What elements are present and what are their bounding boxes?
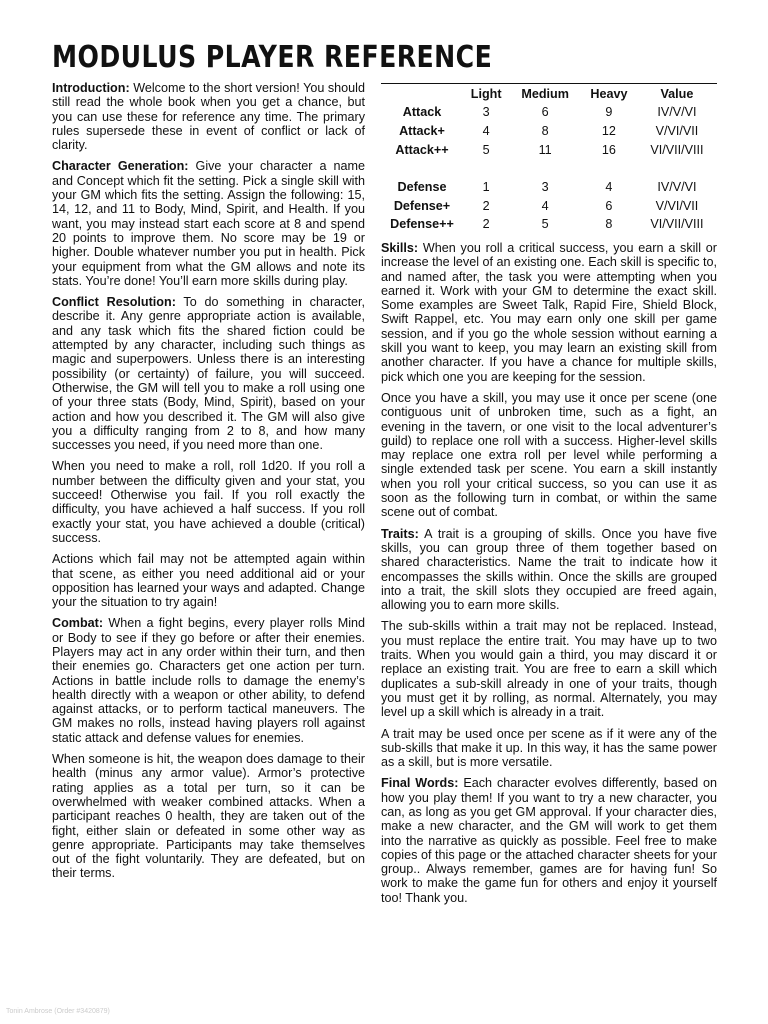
table-cell: 6 — [605, 198, 613, 213]
left-column — [52, 81, 365, 888]
row-label: Attack — [402, 105, 442, 120]
table-cell: VI/VII/VIII — [650, 142, 704, 157]
table-cell: V/VI/VII — [655, 124, 699, 139]
header-cell: Value — [660, 86, 694, 101]
paragraph-introduction: Introduction: Welcome to the short version! You should still read the whole book when you get a chance, but you can use these for reference any time. The primary rules supersede these in event of conflict or lack of clarity. — [52, 81, 365, 153]
stats-header-row — [381, 84, 717, 104]
table-row — [381, 196, 717, 215]
paragraph-failed-actions: Actions which fail may not be attempted again within that scene, as either you need additional aid or your opposition has learned your ways and adapted. Change your the situation to try again! — [52, 552, 365, 610]
paragraph-character-generation: Character Generation: Give your character a name and Concept which fit the setting. Pick a single skill with your GM which fits the setting. Assign the following: 15, 14, 12, and 11 to Body, Mind, Spirit, and Health. If you want, you may instead start each score at 8 and spend 20 points to improve them. No score may be 19 or higher. Double whatever number you put in health. Pick your equipment from what the GM allows and note its stats. You’re done! You’ll earn more skills during play. — [52, 159, 365, 288]
stats-table — [381, 83, 717, 234]
table-row — [381, 141, 717, 160]
table-cell: 3 — [541, 179, 549, 194]
paragraph-traits: Traits: A trait is a grouping of skills. Once you have five skills, you can group three of them together based on shared characteristics. Name the trait to indicate how it encompasses the skills within. Once the skills are grouped into a trait, the skill slots they occupied are freed again, allowing you to earn more skills. — [381, 526, 717, 613]
header-cell — [381, 84, 463, 104]
row-label: Defense+ — [393, 198, 451, 213]
table-cell: 4 — [605, 179, 613, 194]
heading-conflict-resolution: Conflict Resolution: — [52, 295, 176, 310]
row-label: Attack+ — [399, 124, 445, 139]
heading-introduction: Introduction: — [52, 81, 130, 95]
table-cell: 2 — [482, 198, 490, 213]
paragraph-using-skills: Once you have a skill, you may use it once per scene (one contiguous unit of unbroken time, such as a fight, an evening in the tavern, or one visit to the local adventurer’s guild) to replace one roll with a success. Higher-level skills may replace one extra roll per level while performing a single extended task per scene. You earn a skill instantly when you roll your critical success, so you can use it as soon as the following turn in combat, or within the same scene out of combat. — [381, 390, 717, 520]
paragraph-damage: When someone is hit, the weapon does damage to their health (minus any armor value). Armor’s protective rating applies as a total per turn, so it can be overwhelmed with weaker combined attacks. When a participant reaches 0 health, they are taken out of the fight, either slain or defeated in some other way as genre appropriate. Participants may take themselves out of the fight voluntarily. They are defeated, but on their terms. — [52, 752, 365, 881]
heading-combat: Combat: — [52, 616, 104, 631]
table-cell: 16 — [601, 142, 616, 157]
table-cell: V/VI/VII — [655, 198, 699, 213]
table-spacer-row — [381, 159, 717, 177]
paragraph-sub-skills: The sub-skills within a trait may not be replaced. Instead, you must replace the entire trait. You may have up to two traits. When you would gain a third, you may discard it or replace an existing trait. You are free to earn a skill which duplicates a sub-skill already in one of your traits, though you must get it by rolling, as normal. Alternately, you may level up a skill which is already in a trait. — [381, 619, 717, 720]
table-row — [381, 103, 717, 122]
heading-traits: Traits: — [381, 526, 419, 541]
paragraph-final-words: Final Words: Each character evolves differently, based on how you play them! If you want to try a new character, you can, as long as you get GM approval. If your character dies, make a new character, and the GM will work to get them into the narrative as quickly as possible. Feel free to make copies of this page or the attached character sheets for your group.. Always remember, games are for having fun! So work to make the game fun for others and enjoy it yourself too! Thank you. — [381, 776, 718, 905]
table-cell: 6 — [541, 105, 549, 120]
paragraph-conflict-resolution: Conflict Resolution: To do something in character, describe it. Any genre appropriate action is available, and any task which fits the shared fiction could be attempted by any character, including such things as magic and superpowers. Unless there is an interesting possibility (or certainty) of failure, you will succeed. Otherwise, the GM will tell you to make a roll using one of your three stats (Body, Mind, Spirit), based on your action and how you described it. The GM will also give you a difficulty ranging from 2 to 8, and how many successes you need, if you need more than one. — [52, 295, 365, 453]
table-cell: VI/VII/VIII — [650, 217, 704, 232]
row-label: Attack++ — [395, 142, 449, 157]
table-row — [381, 122, 717, 141]
table-cell: 3 — [482, 105, 490, 120]
page-title: MODULUS PLAYER REFERENCE — [52, 40, 493, 75]
table-cell: 12 — [601, 124, 616, 139]
table-cell: 8 — [605, 217, 613, 232]
row-label: Defense++ — [390, 217, 454, 232]
heading-skills: Skills: — [381, 241, 419, 255]
table-row — [381, 177, 717, 196]
row-label: Defense — [397, 179, 447, 194]
header-cell: Medium — [521, 86, 569, 101]
table-cell: IV/V/VI — [657, 179, 697, 194]
paragraph-trait-usage: A trait may be used once per scene as if it were any of the sub-skills that make it up. In this way, it has the same power as a skill, but is more versatile. — [381, 726, 717, 770]
table-cell: IV/V/VI — [657, 105, 697, 120]
table-cell: 2 — [482, 217, 490, 232]
paragraph-combat: Combat: When a fight begins, every player rolls Mind or Body to see if they go before or after their enemies. Players may act in any order within their turn, and then their enemies go. Characters get one action per turn. Actions in battle include rolls to damage the enemy’s health directly with a weapon or other ability, to defend against attacks, or to perform tactical maneuvers. The GM makes no rolls, instead having players roll against static attack and defense values for enemies. — [52, 616, 365, 745]
footer-watermark: Tonin Ambrose (Order #3420879) — [6, 1008, 110, 1015]
table-row — [381, 215, 717, 234]
table-cell: 4 — [541, 198, 549, 213]
right-column — [381, 241, 717, 912]
table-cell: 5 — [541, 217, 549, 232]
paragraph-skills: Skills: When you roll a critical success, you earn a skill or increase the level of an existing one. Each skill is specific to, and named after, the task you were attempting when you earned it. Work with your GM to determine the exact skill. Some examples are Sweet Talk, Rapid Fire, Shield Block, Swift Rappel, etc. You may earn only one skill per game session, and if you go the whole session without earning a skill you want to keep, you may learn an existing skill from another character. If you have a chance for multiple skills, pick which one you are keeping for the session. — [381, 241, 718, 384]
header-cell: Heavy — [590, 86, 628, 101]
table-cell: 11 — [538, 142, 552, 157]
header-cell: Light — [470, 86, 502, 101]
paragraph-rolling: When you need to make a roll, roll 1d20. If you roll a number between the difficulty given and your stat, you succeed! Otherwise you fail. If you roll exactly the difficulty, you have achieved a half success. If you roll exactly your stat, you have achieved a double (critical) success. — [52, 459, 365, 545]
table-cell: 4 — [482, 124, 490, 139]
table-cell: 9 — [605, 105, 613, 120]
table-cell: 1 — [482, 179, 490, 194]
table-cell: 8 — [541, 124, 549, 139]
heading-character-generation: Character Generation: — [52, 159, 189, 174]
heading-final-words: Final Words: — [381, 776, 459, 791]
table-cell: 5 — [482, 142, 490, 157]
